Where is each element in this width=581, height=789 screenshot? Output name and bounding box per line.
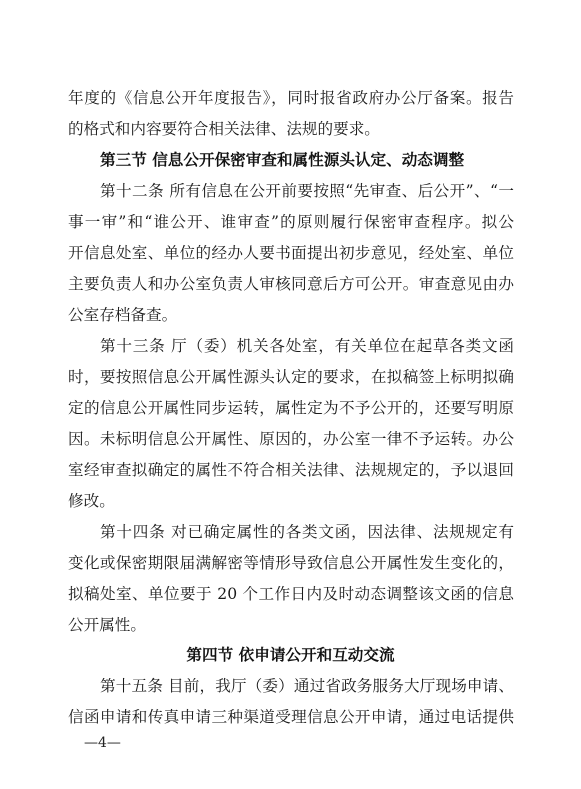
article-14-line: 变化或保密期限届满解密等情形导致信息公开属性发生变化的， — [68, 554, 514, 572]
article-13-line: 定的信息公开属性同步运转，属性定为不予公开的，还要写明原 — [68, 399, 514, 417]
article-14-line: 公开属性。 — [68, 616, 146, 634]
article-13-line: 第十三条 厅（委）机关各处室，有关单位在起草各类文函 — [100, 337, 514, 355]
section-heading: 第三节 信息公开保密审查和属性源头认定、动态调整 — [100, 151, 465, 169]
article-13-line: 因。未标明信息公开属性、原因的，办公室一律不予运转。办公 — [68, 430, 514, 448]
article-14-line: 拟稿处室、单位要于 20 个工作日内及时动态调整该文函的信息 — [68, 585, 514, 603]
paragraph-line: 的格式和内容要符合相关法律、法规的要求。 — [68, 120, 380, 138]
page-number: —4— — [84, 735, 121, 751]
article-13-line: 修改。 — [68, 492, 115, 510]
paragraph-line: 年度的《信息公开年度报告》，同时报省政府办公厅备案。报告 — [68, 89, 514, 107]
article-12-line: 公室存档备查。 — [68, 306, 178, 324]
article-12-line: 开信息处室、单位的经办人要书面提出初步意见，经处室、单位 — [68, 244, 514, 262]
article-12-line: 事一审”和“谁公开、谁审查”的原则履行保密审查程序。拟公 — [68, 213, 514, 231]
article-12-line: 主要负责人和办公室负责人审核同意后方可公开。审查意见由办 — [68, 275, 514, 293]
article-12-line: 第十二条 所有信息在公开前要按照“先审查、后公开”、“一 — [100, 182, 514, 200]
article-14-line: 第十四条 对已确定属性的各类文函，因法律、法规规定有 — [100, 523, 514, 541]
article-15-line: 第十五条 目前，我厅（委）通过省政务服务大厅现场申请、 — [100, 677, 514, 695]
article-13-line: 室经审查拟确定的属性不符合相关法律、法规规定的，予以退回 — [68, 461, 514, 479]
article-13-line: 时，要按照信息公开属性源头认定的要求，在拟稿签上标明拟确 — [68, 368, 514, 386]
section-heading: 第四节 依申请公开和互动交流 — [186, 646, 395, 664]
article-15-line: 信函申请和传真申请三种渠道受理信息公开申请，通过电话提供 — [68, 708, 514, 726]
